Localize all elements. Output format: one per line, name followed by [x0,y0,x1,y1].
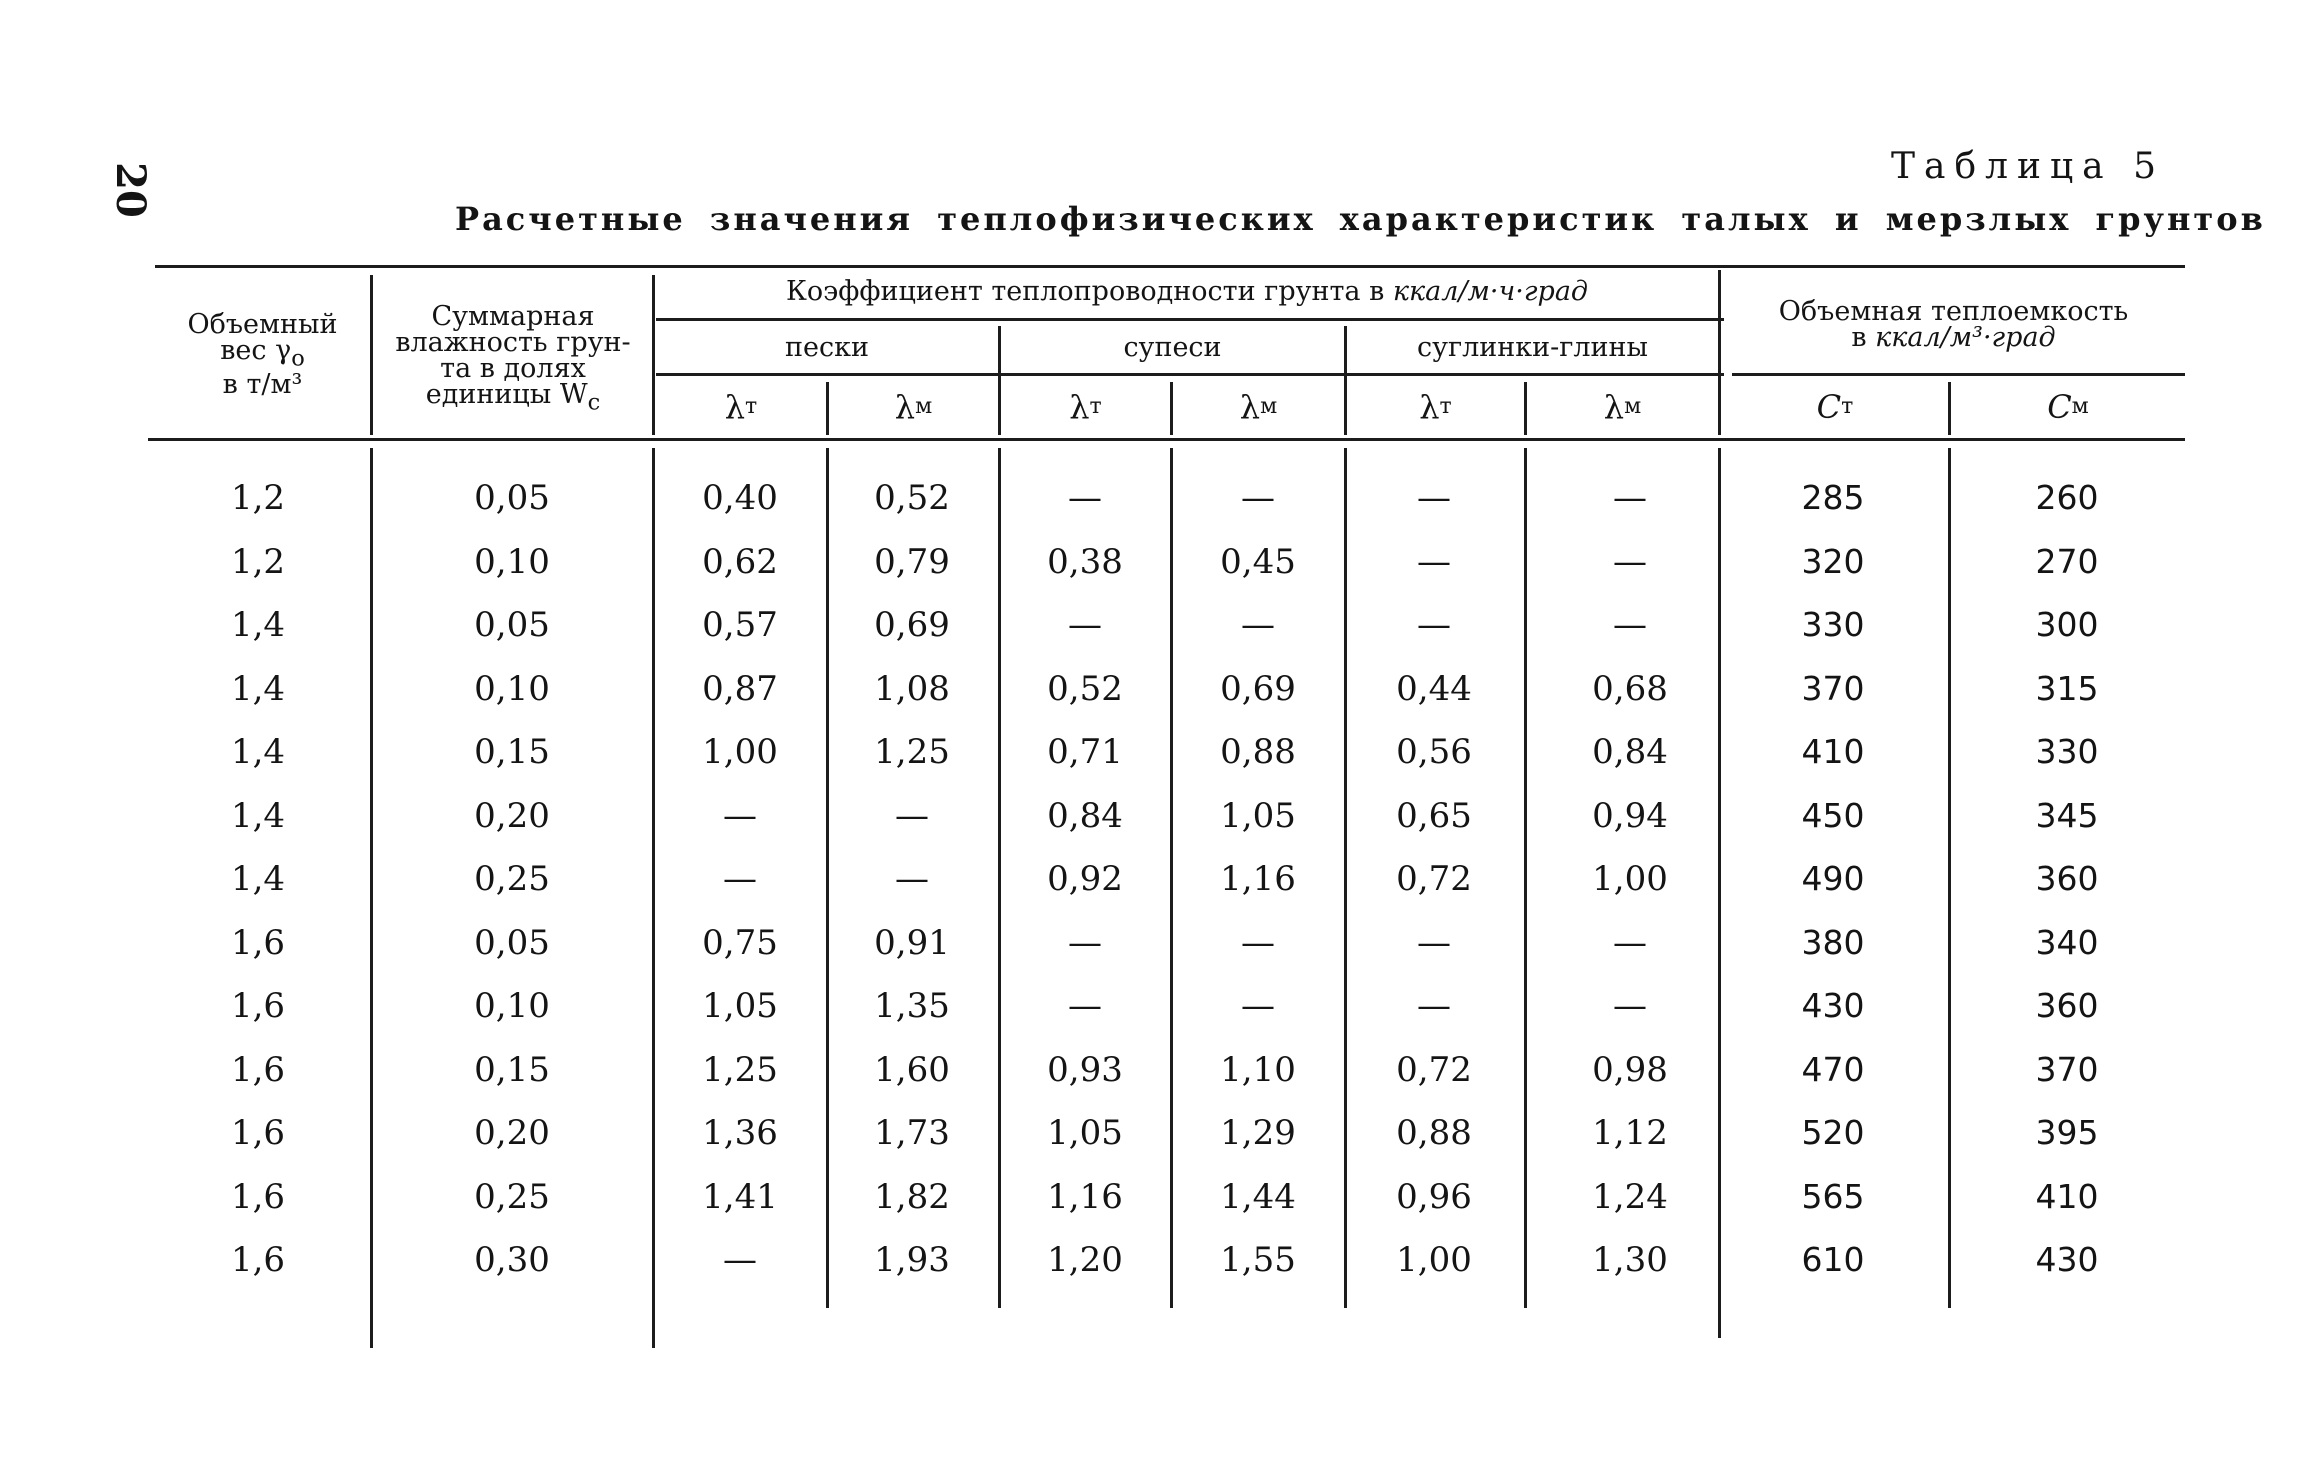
header-sands: пески [785,332,869,363]
cell-sandy-loams-thawed: 0,71 [1047,732,1123,772]
col-divider-heat-inner [1948,448,1951,1308]
cell-heat-thawed: 470 [1801,1049,1865,1089]
cell-density: 1,4 [230,859,286,899]
header-lambda-thawed-sands: λ т [724,388,758,426]
cell-density: 1,6 [230,986,286,1026]
cell-heat-frozen: 410 [2035,1176,2099,1216]
header-lambda-frozen-sandy-loams: λ м [1239,388,1278,426]
cell-loams-frozen: 0,98 [1592,1049,1668,1090]
cell-moisture: 0,20 [474,795,550,836]
cell-loams-thawed: 1,00 [1396,1240,1472,1280]
cell-loams-thawed: 0,96 [1396,1176,1472,1217]
header-heat-thawed: C т [1816,388,1854,426]
table-title: Расчетные значения теплофизических характеристик талых и мерзлых грунтов [455,200,2266,238]
header-lambda-frozen-sands: λ м [894,388,933,426]
cell-sandy-loams-thawed: 0,38 [1047,541,1123,582]
cell-heat-frozen: 395 [2035,1113,2099,1152]
cell-sandy-loams-frozen: — [1241,922,1275,963]
cell-density: 1,2 [230,478,286,518]
cell-loams-thawed: 0,72 [1396,1049,1472,1090]
heat-header-rule [1732,373,2185,376]
cell-heat-frozen: 340 [2035,922,2099,962]
cell-heat-frozen: 360 [2035,986,2099,1025]
cell-moisture: 0,25 [474,1176,550,1217]
cell-sandy-loams-frozen: 1,29 [1220,1113,1296,1153]
page-number: 20 [107,162,154,218]
cell-heat-thawed: 330 [1801,605,1865,644]
cell-sandy-loams-frozen: — [1241,605,1275,645]
cell-heat-frozen: 270 [2035,541,2099,581]
cell-moisture: 0,05 [474,605,550,645]
cell-sandy-loams-frozen: 1,05 [1220,795,1296,836]
cell-loams-thawed: 0,65 [1396,795,1472,836]
cell-moisture: 0,05 [474,478,550,518]
cell-density: 1,6 [230,1049,286,1090]
groups-header-rule [656,373,1724,376]
cell-loams-frozen: 0,68 [1592,668,1668,709]
col-divider-moisture [652,448,655,1348]
cell-sandy-loams-thawed: 1,20 [1047,1240,1123,1280]
cell-density: 1,6 [230,1240,286,1280]
header-density: Объемный вес $\gamma_o$ в т/м³ [187,309,338,400]
cell-heat-thawed: 410 [1801,732,1865,771]
cell-sandy-loams-thawed: 1,16 [1047,1176,1123,1217]
col-divider-loams [1524,448,1527,1308]
cell-heat-thawed: 285 [1801,478,1865,517]
cell-sandy-loams-thawed: 0,52 [1047,668,1123,709]
cell-sandy-loams-frozen: 0,45 [1220,541,1296,582]
cell-loams-thawed: — [1417,478,1451,518]
cell-sands-thawed: — [723,795,757,836]
cell-density: 1,6 [230,1113,286,1153]
cell-loams-frozen: — [1613,478,1647,518]
cell-sandy-loams-frozen: 1,10 [1220,1049,1296,1090]
cell-sands-frozen: 0,91 [874,922,950,963]
cell-sands-thawed: 1,00 [702,732,778,772]
cell-moisture: 0,30 [474,1240,550,1280]
cell-sands-frozen: 0,52 [874,478,950,518]
col-divider-group [998,448,1001,1308]
cell-loams-frozen: 1,30 [1592,1240,1668,1280]
cell-sands-frozen: 1,35 [874,986,950,1026]
header-heat-frozen: C м [2047,388,2089,426]
col-divider-heat [1718,448,1721,1338]
cell-heat-thawed: 320 [1801,541,1865,581]
cell-sandy-loams-thawed: 0,93 [1047,1049,1123,1090]
col-divider-sandy-loams [1170,448,1173,1308]
cell-sandy-loams-frozen: — [1241,478,1275,518]
cell-loams-frozen: — [1613,922,1647,963]
cell-loams-thawed: 0,88 [1396,1113,1472,1153]
cell-density: 1,6 [230,1176,286,1217]
cell-heat-thawed: 430 [1801,986,1865,1025]
cell-sandy-loams-thawed: — [1068,605,1102,645]
cell-moisture: 0,10 [474,668,550,709]
cell-heat-frozen: 370 [2035,1049,2099,1089]
col-divider-sands [826,448,829,1308]
cell-sandy-loams-frozen: — [1241,986,1275,1026]
header-moisture: Суммарная влажность грун- та в долях единицы $W_с$ [395,301,631,416]
cell-heat-thawed: 380 [1801,922,1865,962]
cell-sands-thawed: 0,57 [702,605,778,645]
cell-sandy-loams-frozen: 1,55 [1220,1240,1296,1280]
cell-density: 1,4 [230,605,286,645]
cell-heat-thawed: 565 [1801,1176,1865,1216]
cell-moisture: 0,20 [474,1113,550,1153]
cell-loams-thawed: — [1417,605,1451,645]
cell-density: 1,2 [230,541,286,582]
cell-sands-frozen: 1,60 [874,1049,950,1090]
cell-sandy-loams-thawed: — [1068,478,1102,518]
cell-sandy-loams-thawed: — [1068,922,1102,963]
cell-density: 1,6 [230,922,286,963]
cell-heat-frozen: 315 [2035,668,2099,708]
cell-sandy-loams-frozen: 0,88 [1220,732,1296,772]
cell-sands-frozen: 1,93 [874,1240,950,1280]
cell-heat-thawed: 370 [1801,668,1865,708]
cell-sands-frozen: — [895,859,929,899]
header-lambda-thawed-loams: λ т [1419,388,1452,426]
cell-loams-frozen: 1,12 [1592,1113,1668,1153]
table-caption: Таблица 5 [1891,146,2165,187]
cell-sands-frozen: 0,79 [874,541,950,582]
col-divider-density [370,448,373,1348]
header-conductivity: Коэффициент теплопроводности грунта в ккал/м·ч·град [785,276,1589,307]
cell-density: 1,4 [230,668,286,709]
cell-heat-frozen: 330 [2035,732,2099,771]
cell-sandy-loams-frozen: 1,44 [1220,1176,1296,1217]
cell-sands-thawed: 1,36 [702,1113,778,1153]
cell-sands-thawed: 0,40 [702,478,778,518]
cell-heat-thawed: 490 [1801,859,1865,898]
cell-sands-thawed: 1,05 [702,986,778,1026]
cell-sandy-loams-thawed: 1,05 [1047,1113,1123,1153]
cell-moisture: 0,15 [474,1049,550,1090]
cell-heat-frozen: 345 [2035,795,2099,835]
header-bottom-rule [148,438,2185,441]
cell-moisture: 0,05 [474,922,550,963]
cell-loams-thawed: — [1417,986,1451,1026]
cell-density: 1,4 [230,795,286,836]
header-sandy-loams: супеси [1123,332,1222,363]
cell-moisture: 0,15 [474,732,550,772]
cell-loams-thawed: — [1417,541,1451,582]
cell-heat-thawed: 450 [1801,795,1865,835]
cell-heat-frozen: 430 [2035,1240,2099,1279]
cell-sands-frozen: — [895,795,929,836]
header-lambda-frozen-loams: λ м [1603,388,1642,426]
cell-heat-frozen: 260 [2035,478,2099,517]
header-lambda-thawed-sandy-loams: λ т [1069,388,1102,426]
cell-sandy-loams-frozen: 1,16 [1220,859,1296,899]
cell-sands-thawed: 0,87 [702,668,778,709]
cell-loams-frozen: — [1613,541,1647,582]
cell-moisture: 0,25 [474,859,550,899]
header-loams-clays: суглинки-глины [1416,332,1649,363]
cell-sandy-loams-frozen: 0,69 [1220,668,1296,709]
cell-sands-thawed: 0,62 [702,541,778,582]
cell-sands-frozen: 1,25 [874,732,950,772]
header-heat-capacity: Объемная теплоемкость в ккал/м³·град [1778,296,2129,353]
cell-loams-frozen: 0,84 [1592,732,1668,772]
cell-loams-frozen: 1,00 [1592,859,1668,899]
cell-sands-thawed: 1,25 [702,1049,778,1090]
cell-sands-frozen: 0,69 [874,605,950,645]
cell-sands-frozen: 1,08 [874,668,950,709]
table-top-rule [155,265,2185,268]
cell-loams-frozen: 0,94 [1592,795,1668,836]
col-divider-moisture [652,275,655,435]
cell-heat-thawed: 520 [1801,1113,1865,1152]
cell-loams-thawed: 0,44 [1396,668,1472,709]
col-divider-group [1344,448,1347,1308]
cell-moisture: 0,10 [474,541,550,582]
cell-loams-frozen: — [1613,605,1647,645]
col-divider-heat [1718,270,1721,435]
cell-loams-thawed: — [1417,922,1451,963]
cell-density: 1,4 [230,732,286,772]
cell-sandy-loams-thawed: 0,84 [1047,795,1123,836]
cell-sandy-loams-thawed: — [1068,986,1102,1026]
cell-loams-thawed: 0,56 [1396,732,1472,772]
cell-heat-frozen: 360 [2035,859,2099,898]
cell-moisture: 0,10 [474,986,550,1026]
cell-loams-thawed: 0,72 [1396,859,1472,899]
cell-sands-thawed: 0,75 [702,922,778,963]
cell-heat-frozen: 300 [2035,605,2099,644]
cell-heat-thawed: 610 [1801,1240,1865,1279]
conductivity-header-rule [656,318,1724,321]
cell-sands-thawed: — [723,859,757,899]
cell-loams-frozen: — [1613,986,1647,1026]
cell-sands-frozen: 1,73 [874,1113,950,1153]
cell-loams-frozen: 1,24 [1592,1176,1668,1217]
cell-sands-thawed: — [723,1240,757,1280]
cell-sandy-loams-thawed: 0,92 [1047,859,1123,899]
col-divider-density [370,275,373,435]
cell-sands-thawed: 1,41 [702,1176,778,1217]
cell-sands-frozen: 1,82 [874,1176,950,1217]
